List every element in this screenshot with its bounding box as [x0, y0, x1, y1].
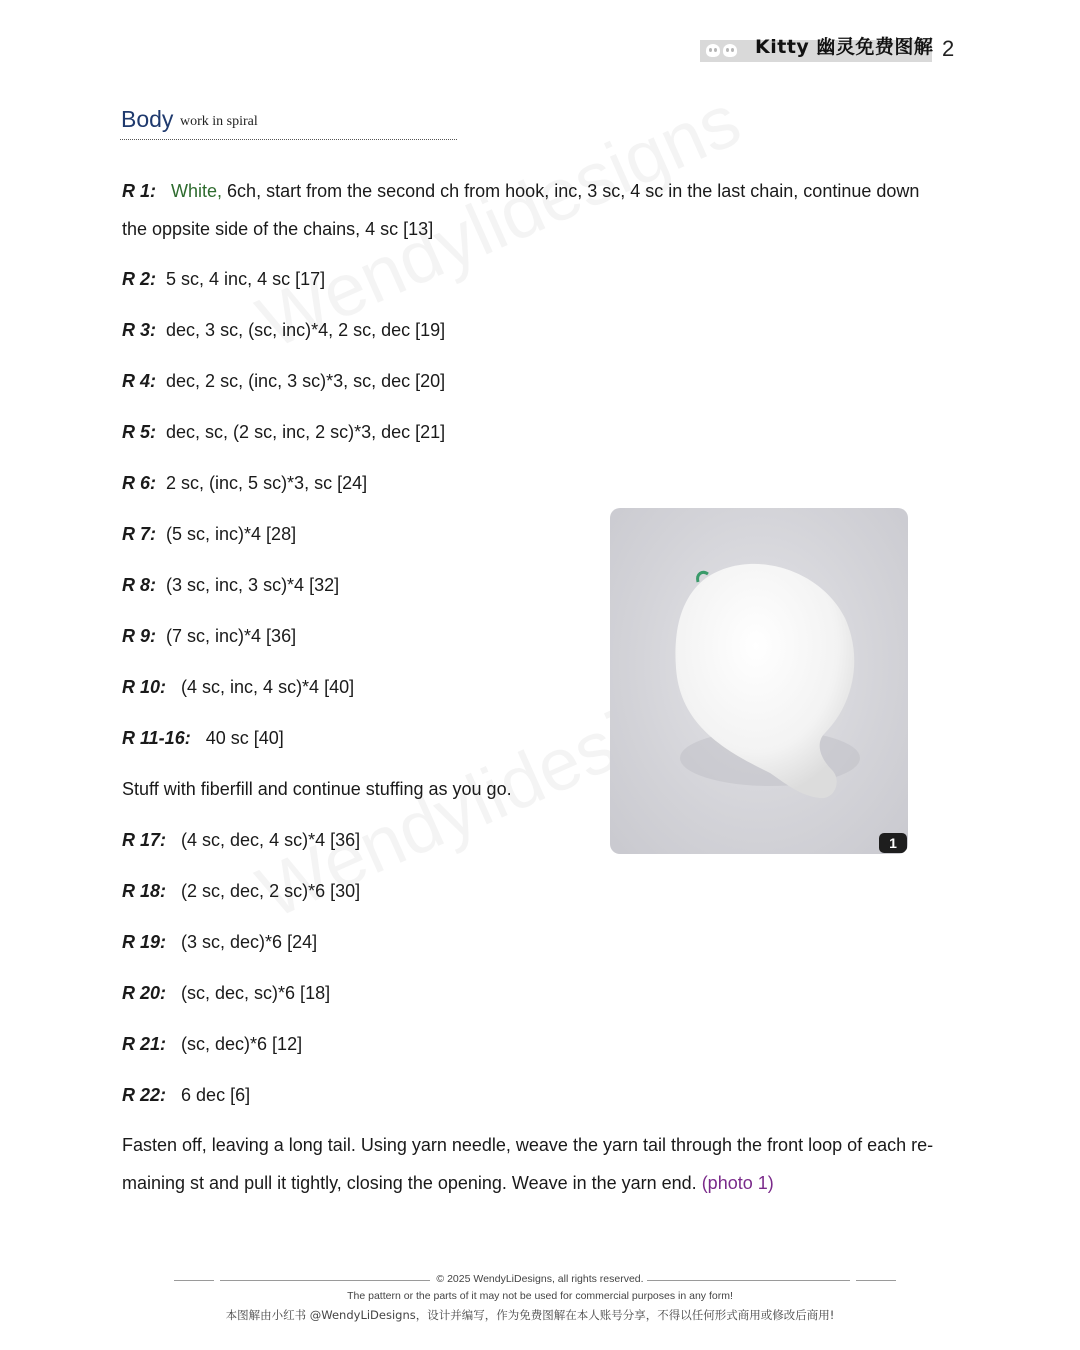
pattern-row [122, 566, 339, 604]
row-label: R 7: [122, 524, 157, 544]
row-text: 6 dec [6] [181, 1085, 251, 1105]
page-number: 2 [942, 36, 955, 61]
pattern-row [122, 311, 445, 349]
row-label: R 22: [122, 1085, 167, 1105]
pattern-row [122, 617, 296, 655]
row-text: Stuff with fiberfill and continue stuffing as you go. [122, 779, 512, 799]
row-text: (3 sc, inc, 3 sc)*4 [32] [166, 575, 340, 595]
ghost-body-photo [610, 508, 908, 854]
photo-reference: (photo 1) [701, 1173, 774, 1193]
pattern-row [122, 719, 284, 757]
yarn-color: White, [171, 181, 223, 201]
row-text: dec, 3 sc, (sc, inc)*4, 2 sc, dec [19] [166, 320, 446, 340]
row-label: R 4: [122, 371, 157, 391]
row-text: 40 sc [40] [205, 728, 284, 748]
row-label: R 5: [122, 422, 157, 442]
pattern-row [122, 515, 296, 553]
pattern-row [122, 260, 325, 298]
section-subtitle: work in spiral [180, 114, 258, 129]
pattern-row [122, 872, 360, 910]
ghost-faces-icon [706, 44, 737, 57]
pattern-row [122, 464, 367, 502]
row-text: (4 sc, dec, 4 sc)*4 [36] [181, 830, 361, 850]
row-text: 6ch, start from the second ch from hook, inc, 3 sc, 4 sc in the last chain, continue down the oppsite side of the chains, 4 sc [13] [122, 181, 920, 239]
row-text: (4 sc, inc, 4 sc)*4 [40] [181, 677, 355, 697]
row-label: R 1: [122, 181, 157, 201]
footer-copyright-wrap [0, 1273, 1080, 1285]
row-label: R 9: [122, 626, 157, 646]
row-label: R 3: [122, 320, 157, 340]
row-label: R 20: [122, 983, 167, 1003]
row-label: R 19: [122, 932, 167, 952]
closing-instructions [122, 1126, 940, 1202]
photo-number-badge: 1 [879, 833, 907, 853]
closing-text: Fasten off, leaving a long tail. Using yarn needle, weave the yarn tail through the front loop of each re-maining st and pull it tightly, closing the opening. Weave in the yarn end. [122, 1135, 934, 1193]
footer-usage-note: The pattern or the parts of it may not be used for commercial purposes in any form! [347, 1290, 733, 1302]
row-label: R 17: [122, 830, 167, 850]
row-text: (2 sc, dec, 2 sc)*6 [30] [181, 881, 361, 901]
pattern-row [122, 172, 940, 248]
row-text: dec, sc, (2 sc, inc, 2 sc)*3, dec [21] [166, 422, 446, 442]
pattern-row [122, 362, 445, 400]
row-text: (sc, dec)*6 [12] [181, 1034, 303, 1054]
pattern-row [122, 413, 445, 451]
pattern-row [122, 974, 330, 1012]
footer-chinese-note: 本图解由小红书 @WendyLiDesigns，设计并编写，作为免费图解在本人账号分享，不得以任何形式商用或修改后商用! [225, 1308, 835, 1322]
row-label: R 2: [122, 269, 157, 289]
row-label: R 21: [122, 1034, 167, 1054]
section-divider [120, 139, 457, 140]
row-label: R 6: [122, 473, 157, 493]
row-text: (5 sc, inc)*4 [28] [166, 524, 297, 544]
row-label: R 18: [122, 881, 167, 901]
row-text: (7 sc, inc)*4 [36] [166, 626, 297, 646]
pattern-row [122, 668, 354, 706]
row-text: (sc, dec, sc)*6 [18] [181, 983, 331, 1003]
header-title: Kitty 幽灵免费图解 [755, 36, 934, 58]
row-text: 5 sc, 4 inc, 4 sc [17] [166, 269, 326, 289]
row-label: R 10: [122, 677, 167, 697]
row-text: dec, 2 sc, (inc, 3 sc)*3, sc, dec [20] [166, 371, 446, 391]
row-text: (3 sc, dec)*6 [24] [181, 932, 318, 952]
plush-body-illustration [610, 508, 908, 854]
pattern-row [122, 923, 317, 961]
instruction-line [122, 770, 512, 808]
pattern-row [122, 1025, 302, 1063]
row-text: 2 sc, (inc, 5 sc)*3, sc [24] [166, 473, 368, 493]
section-title: Body [121, 106, 174, 132]
pattern-row [122, 821, 360, 859]
footer-copyright: © 2025 WendyLiDesigns, all rights reserved. [433, 1273, 646, 1285]
row-label: R 8: [122, 575, 157, 595]
row-label: R 11-16: [122, 728, 191, 748]
pattern-row [122, 1076, 250, 1114]
